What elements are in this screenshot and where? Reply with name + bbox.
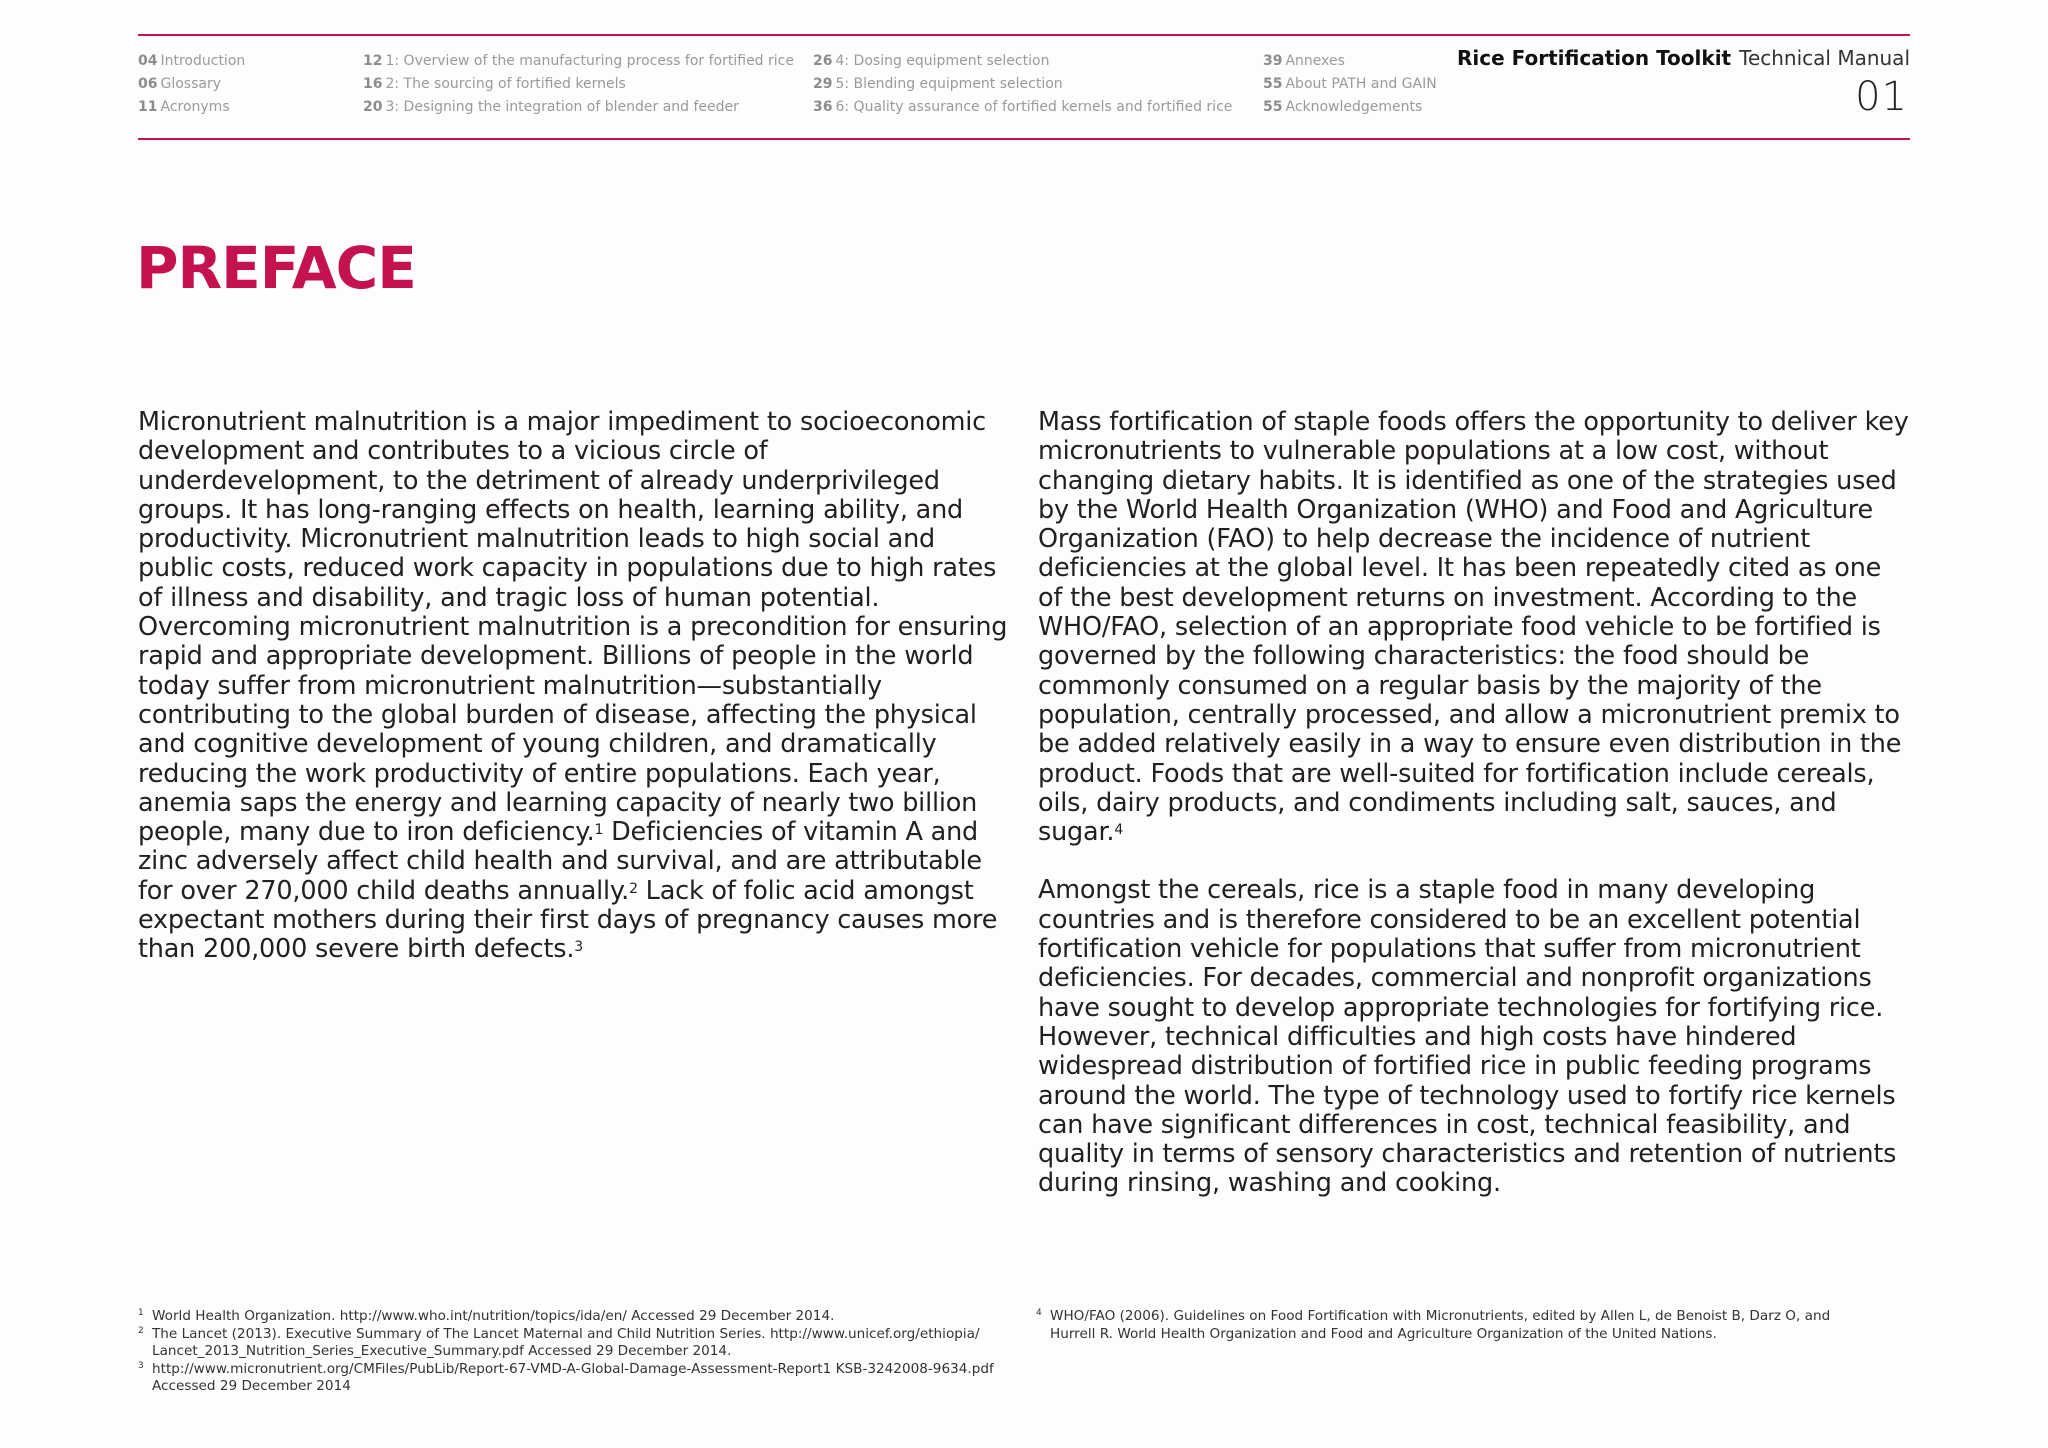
document-brand (1457, 46, 1910, 70)
footnote-ref[interactable]: 1 (594, 822, 604, 839)
toc-link-chapter-2[interactable]: 16 2: The sourcing of fortified kernels (363, 76, 626, 92)
header-top-rule (138, 34, 1910, 36)
brand-subtitle: Technical Manual (1739, 46, 1910, 70)
body-paragraph: Mass fortification of staple foods offers the opportunity to deliver key micronutrients to vulnerable populations at a low cost, without changing dietary habits. It is identified as one of the strategies used by the World Health Organization (WHO) and Food and Agriculture Organization (FAO) to help decrease the incidence of nutrient deficiencies at the global level. It has been repeatedly cited as one of the best development returns on investment. According to the WHO/FAO, selection of an appropriate food vehicle to be fortified is governed by the following characteristics: the food should be commonly consumed on a regular basis by the majority of the population, centrally processed, and allow a micronutrient premix to be added relatively easily in a way to ensure even distribution in the product. Foods that are well-suited for fortification include cereals, oils, dairy products, and condiments including salt, sauces, and sugar.$^4$ (1038, 407, 1909, 848)
toc-link-chapter-6[interactable]: 36 6: Quality assurance of fortified kernels and fortified rice (813, 99, 1233, 115)
toc-link-glossary[interactable]: 06 Glossary (138, 76, 221, 92)
toc-column-1 (138, 50, 245, 119)
toc-link-acronyms[interactable]: 11 Acronyms (138, 99, 230, 115)
toc-link-chapter-5[interactable]: 29 5: Blending equipment selection (813, 76, 1063, 92)
footnote-ref[interactable]: 2 (629, 880, 638, 897)
toc-column-2 (363, 50, 794, 119)
brand-title: Rice Fortification Toolkit (1457, 46, 1732, 70)
toc-link-chapter-4[interactable]: 26 4: Dosing equipment selection (813, 53, 1050, 69)
footnote: 3 http://www.micronutrient.org/CMFiles/PubLib/Report-67-VMD-A-Global-Damage-Assessment-Report1 KSB-3242008-9634.pdf Accessed 29 December 2014 (138, 1360, 994, 1395)
toc-column-4 (1263, 50, 1437, 119)
toc-link-chapter-1[interactable]: 12 1: Overview of the manufacturing process for fortified rice (363, 53, 794, 69)
footnote: 2 The Lancet (2013). Executive Summary of The Lancet Maternal and Child Nutrition Series. http://www.unicef.org/ethiopia/ Lancet_2013_Nutrition_Series_Executive_Summary.pdf Accessed 29 December 2014. (138, 1325, 980, 1360)
footnote-ref[interactable]: 4 (1114, 822, 1124, 839)
header-bottom-rule (138, 138, 1910, 140)
toc-column-3 (813, 50, 1232, 119)
toc-link-introduction[interactable]: 04 Introduction (138, 53, 246, 69)
toc-link-annexes[interactable]: 39 Annexes (1263, 53, 1345, 69)
footnote-ref[interactable]: 3 (574, 939, 583, 956)
footnote: 4 WHO/FAO (2006). Guidelines on Food Fortification with Micronutrients, edited by Allen L, de Benoist B, Darz O, and Hurrell R. World Health Organization and Food and Agriculture Organization of the United Nations. (1036, 1308, 1831, 1342)
footnote: 1 World Health Organization. http://www.who.int/nutrition/topics/ida/en/ Accessed 29 December 2014. (138, 1308, 835, 1324)
body-paragraph: Amongst the cereals, rice is a staple food in many developing countries and is therefore considered to be an excellent potential fortification vehicle for populations that suffer from micronutrient deficiencies. For decades, commercial and nonprofit organizations have sought to develop appropriate technologies for fortifying rice. However, technical difficulties and high costs have hindered widespread distribution of fortified rice in public feeding programs around the world. The type of technology used to fortify rice kernels can have significant differences in cost, technical feasibility, and quality in terms of sensory characteristics and retention of nutrients during rinsing, washing and cooking. (1038, 875, 1897, 1199)
toc-link-about-path-gain[interactable]: 55 About PATH and GAIN (1263, 76, 1437, 92)
footnotes-left (138, 1308, 1018, 1396)
toc-link-acknowledgements[interactable]: 55 Acknowledgements (1263, 99, 1423, 115)
toc-link-chapter-3[interactable]: 20 3: Designing the integration of blender and feeder (363, 99, 739, 115)
page-number: 01 (1855, 74, 1908, 120)
body-column-right (1038, 408, 1910, 1228)
body-paragraph: Micronutrient malnutrition is a major impediment to socioeconomic development and contributes to a vicious circle of underdevelopment, to the detriment of already underprivileged groups. It has long-ranging effects on health, learning ability, and productivity. Micronutrient malnutrition leads to high social and public costs, reduced work capacity in populations due to high rates of illness and disability, and tragic loss of human potential. Overcoming micronutrient malnutrition is a precondition for ensuring rapid and appropriate development. Billions of people in the world today suffer from micronutrient malnutrition—substantially contributing to the global burden of disease, affecting the physical and cognitive development of young children, and dramatically reducing the work productivity of entire populations. Each year, anemia saps the energy and learning capacity of nearly two billion people, many due to iron deficiency.$^1$ Deficiencies of vitamin A and zinc adversely affect child health and survival, and are attributable for over 270,000 child deaths annually.$^2$ Lack of folic acid amongst expectant mothers during their first days of pregnancy causes more than 200,000 severe birth defects.$^3$ (138, 407, 1008, 965)
footnotes-right (1036, 1308, 1856, 1343)
body-column-left (138, 408, 1018, 994)
page-title: PREFACE (136, 234, 416, 302)
